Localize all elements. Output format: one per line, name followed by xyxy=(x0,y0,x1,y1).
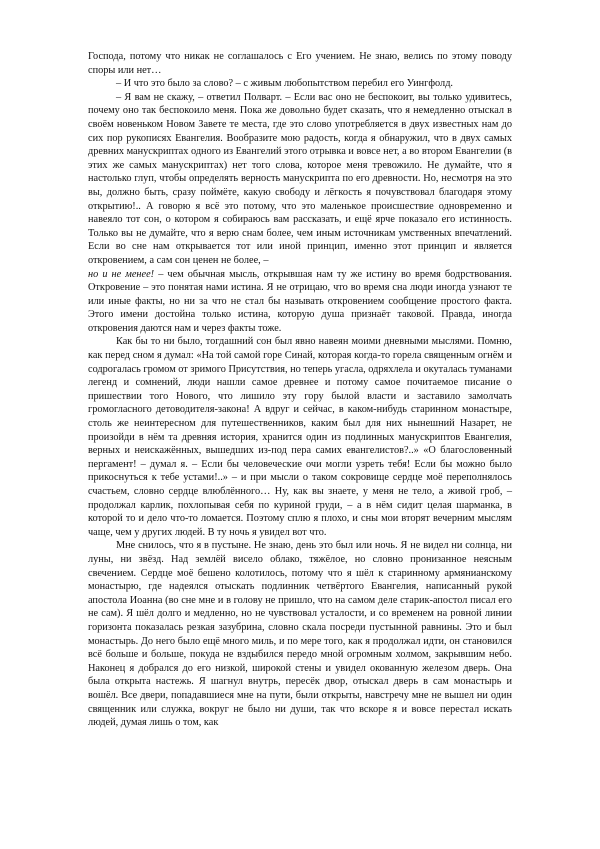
paragraph-3: – Я вам не скажу, – ответил Полварт. – Если вас оно не беспокоит, вы только удивитесь, почему оно так беспокоило меня. Пока же довольно будет сказать, что я немедленно отыскал в своём новеньком Новом Завете те места, где это слово употребляется в двух известных нам до сих пор рукописях Евангелия. Вообразите мою радость, когда я обнаружил, что в двух самых древних манускриптах одного из Евангелий этого отрывка и вовсе нет, а во втором Евангелии (в этих же самых манускриптах) нет того слова, которое меня тревожило. Не думайте, что я настолько глуп, чтобы определять верность манускрипта по его древности. Но, несмотря на это вы, должно быть, сразу поймёте, какую свободу и лёгкость я почувствовал благодаря этому открытию!.. А говорю я всё это потому, что это маленькое происшествие одновременно и навеяло тот сон, о котором я собираюсь вам рассказать, и ещё ярче показало его истинность. Только вы не думайте, что я верю снам более, чем иным источникам умственных впечатлений. Если во сне нам открывается тот или иной принцип, именно этот принцип и является откровением, а сам сон ценен не более, – xyxy=(88,91,512,266)
body-text xyxy=(88,50,512,730)
paragraph-4-text: – чем обычная мысль, открывшая нам ту же истину во время бодрствования. Откровение – это понятая нами истина. Я не отрицаю, что во время сна люди иногда узнают те или иные факты, но ни за что не стал бы называть откровением сообщение простого факта. Этого имени достойна только истина, которую душа признаёт таковой. Правда, иногда откровения даются нам и через факты тоже. xyxy=(88,268,513,334)
paragraph-5: Как бы то ни было, тогдашний сон был явно навеян моими дневными мыслями. Помню, как перед сном я думал: «На той самой горе Синай, которая когда-то горела священным огнём и содрогалась громом от зримого Присутствия, но теперь угасла, одряхлела и окуталась туманами легенд и сомнений, люди нашли самое древнее и потому самое почитаемое писание о пришествии того Нового, что лишило эту гору былой власти и заставило замолчать громогласного детоводителя-закона! А вдруг и сейчас, в каком-нибудь старинном монастыре, столь же неинтересном для путешественников, каким был для них нынешний Назарет, не произойди в нём та древняя история, хранится один из подлинных манускриптов Евангелия, верных и неискажённых, вышедших из-под пера самих евангелистов?..» «О благословенный пергамент! – думал я. – Если бы человеческие очи могли узреть тебя! Если бы можно было прикоснуться к тебе устами!..» – и при мысли о таком сокровище сердце моё переполнялось счастьем, словно сердце влюблённого… Ну, как вы знаете, у меня не тело, а живой гроб, – продолжал карлик, похлопывая себя по куриной груди, – а в нём сидит целая шарманка, в которой то и дело что-то ломается. Поэтому сплю я плохо, и сны мои вторят вечерним мыслям чаще, чем у других людей. В ту ночь я увидел вот что. xyxy=(88,336,512,538)
paragraph-4 xyxy=(88,268,512,336)
paragraph-6: Мне снилось, что я в пустыне. Не знаю, день это был или ночь. Я не видел ни солнца, ни луны, ни звёзд. Над землёй висело облако, тяжёлое, но словно пронизанное неясным свечением. Сердце моё бешено колотилось, потому что я шёл к старинному армянианскому монастырю, где надеялся отыскать подлинник четвёртого Евангелия, написанный рукой апостола Иоанна (во сне мне и в голову не пришло, что на самом деле старик-апостол писал его не сам). Я шёл долго и медленно, но не чувствовал усталости, и со временем на ровной линии горизонта показалась резкая зазубрина, словно скала посреди пустынной равнины. Это и был монастырь. До него было ещё много миль, и по мере того, как я продолжал идти, он становился всё больше и больше, покуда не вздыбился передо мной огромным холмом, закрывшим небо. Наконец я добрался до его низкой, широкой стены и увидел окованную железом дверь. Она была открыта настежь. Я шагнул внутрь, пересёк двор, отыскал дверь в сам монастырь и вошёл. Все двери, попадавшиеся мне на пути, были открыты, навстречу мне не вышел ни один священник или служка, вокруг не было ни души, так что вскоре я и вовсе перестал искать людей, думая лишь о том, как xyxy=(88,540,512,729)
emphasis-text: но и не менее! xyxy=(88,268,155,280)
paragraph-2: – И что это было за слово? – с живым любопытством перебил его Уингфолд. xyxy=(116,78,454,90)
paragraph-1: Господа, потому что никак не соглашалось с Его учением. Не знаю, велись по этому поводу споры или нет… xyxy=(88,51,512,76)
